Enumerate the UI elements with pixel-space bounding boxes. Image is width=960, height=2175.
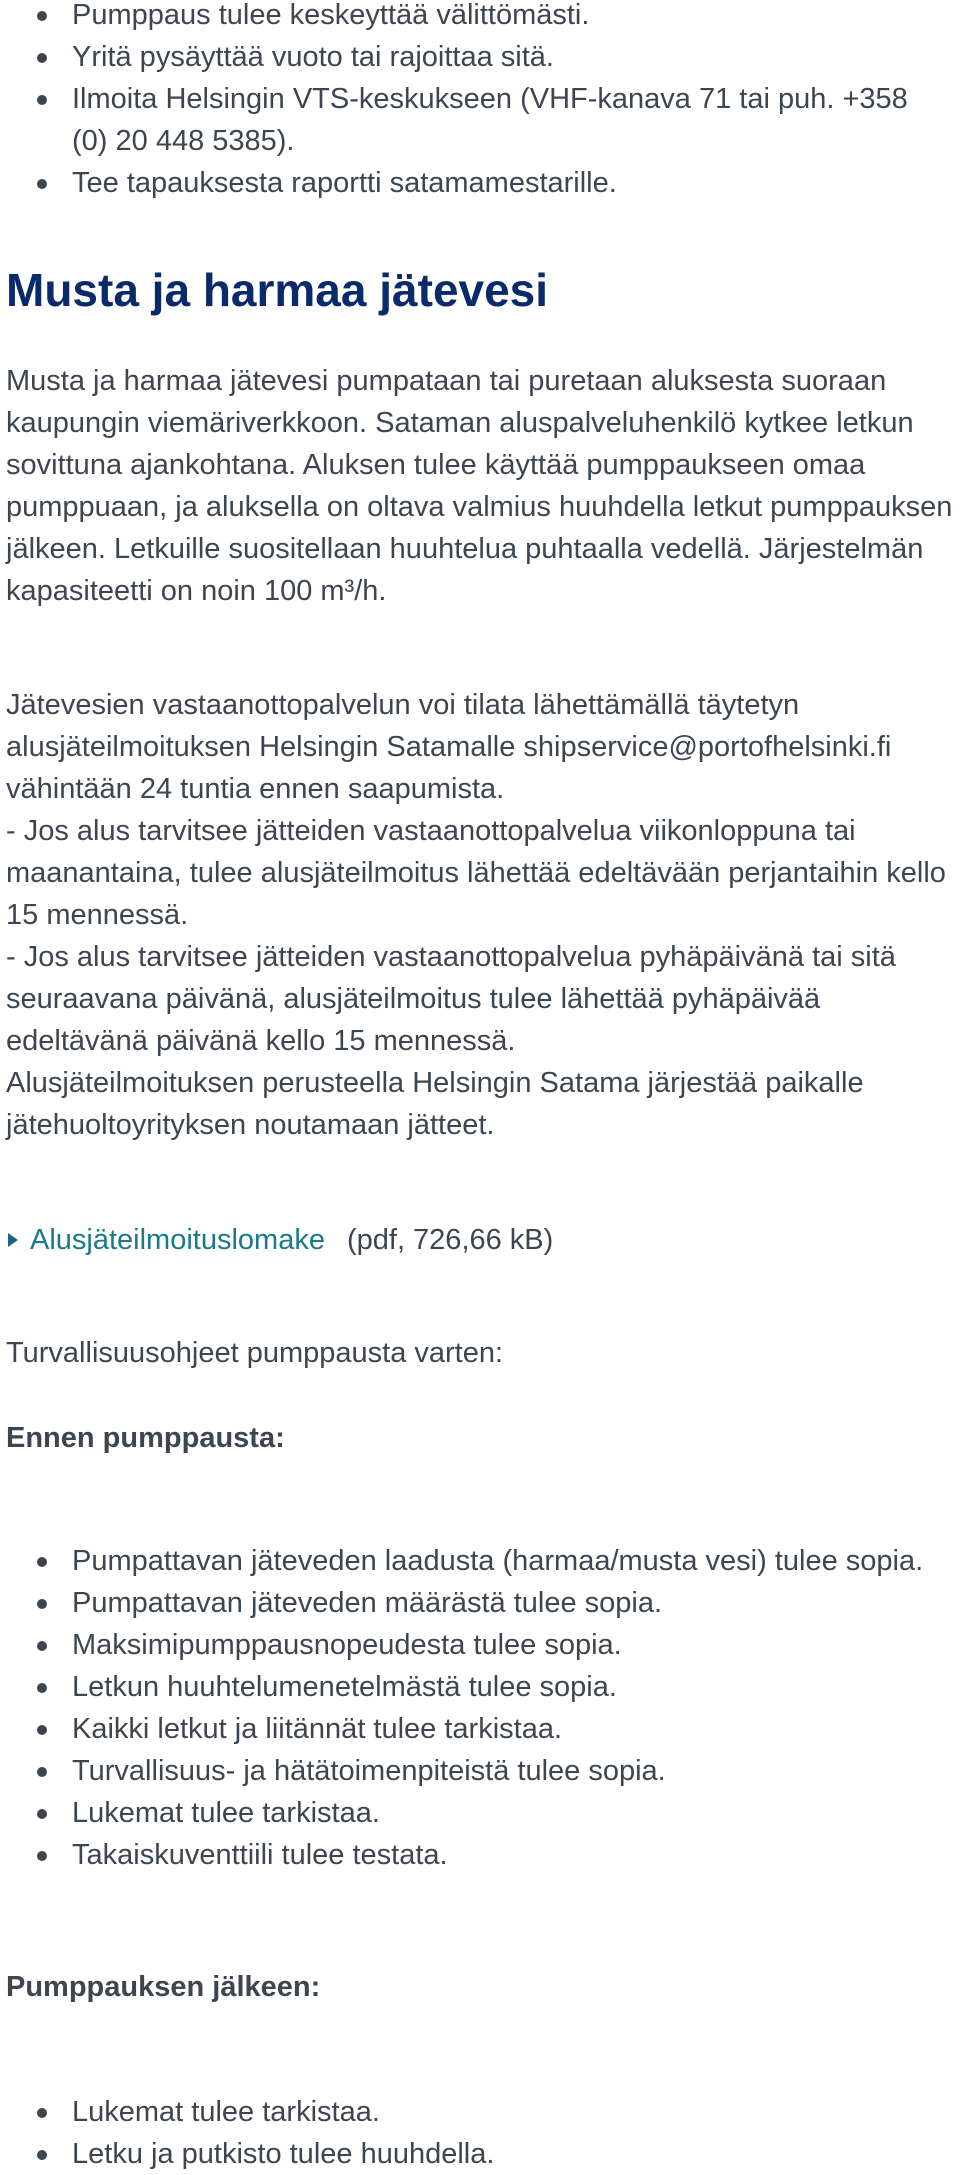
ordering-line: Jätevesien vastaanottopalvelun voi tilata lähettämällä täytetyn alusjäteilmoituksen Helsingin Satamalle shipservice@portofhelsinki.fi vähintään 24 tuntia ennen saapumista. [6, 689, 892, 805]
section-heading: Musta ja harmaa jätevesi [6, 264, 549, 316]
list-item: Kaikki letkut ja liitännät tulee tarkistaa. [0, 1708, 952, 1750]
before-pumping-list [0, 1540, 952, 1876]
ordering-line: - Jos alus tarvitsee jätteiden vastaanottopalvelua pyhäpäivänä tai sitä seuraavana päivänä, alusjäteilmoitus tulee lähettää pyhäpäivää edeltävänä päivänä kello 15 mennessä. [6, 941, 896, 1057]
list-item: Letkun huuhtelumenetelmästä tulee sopia. [0, 1666, 952, 1708]
list-item: Tee tapauksesta raportti satamamestarille. [0, 162, 952, 204]
before-pumping-heading: Ennen pumppausta: [6, 1422, 285, 1454]
list-item: Pumpattavan jäteveden laadusta (harmaa/musta vesi) tulee sopia. [0, 1540, 932, 1582]
list-item: Lukemat tulee tarkistaa. [0, 2091, 952, 2133]
ordering-instructions [6, 684, 956, 1146]
after-pumping-heading: Pumppauksen jälkeen: [6, 1971, 321, 2003]
file-meta: (pdf, 726,66 kB) [346, 1224, 554, 1256]
safety-intro: Turvallisuusohjeet pumppausta varten: [6, 1337, 504, 1369]
list-item: Lukemat tulee tarkistaa. [0, 1792, 952, 1834]
wastewater-description: Musta ja harmaa jätevesi pumpataan tai puretaan aluksesta suoraan kaupungin viemäriverkkoon. Sataman aluspalveluhenkilö kytkee letkun sovittuna ajankohtana. Aluksen tulee käyttää pumppaukseen omaa pumppuaan, ja aluksella on oltava valmius huuhdella letkut pumppauksen jälkeen. Letkuille suositellaan huuhtelua puhtaalla vedellä. Järjestelmän kapasiteetti on noin 100 m³/h. [6, 365, 953, 607]
list-item: Ilmoita Helsingin VTS-keskukseen (VHF-kanava 71 tai puh. +358 (0) 20 448 5385). [0, 78, 912, 162]
list-item: Maksimipumppausnopeudesta tulee sopia. [0, 1624, 952, 1666]
after-pumping-list [0, 2091, 952, 2175]
list-item: Yritä pysäyttää vuoto tai rajoittaa sitä. [0, 36, 952, 78]
ordering-line: Alusjäteilmoituksen perusteella Helsingin Satama järjestää paikalle jätehuoltoyrityksen noutamaan jätteet. [6, 1067, 864, 1141]
waste-notification-form-link[interactable]: Alusjäteilmoituslomake [30, 1224, 325, 1256]
list-item: Pumppaus tulee keskeyttää välittömästi. [0, 0, 952, 36]
leak-instructions-list [0, 0, 952, 204]
ordering-line: - Jos alus tarvitsee jätteiden vastaanottopalvelua viikonloppuna tai maanantaina, tulee alusjäteilmoitus lähettää edeltävään perjantaihin kello 15 mennessä. [6, 815, 946, 931]
list-item: Takaiskuventtiili tulee testata. [0, 1834, 952, 1876]
list-item: Pumpattavan jäteveden määrästä tulee sopia. [0, 1582, 952, 1624]
attachment-row [6, 1219, 553, 1261]
list-item: Letku ja putkisto tulee huuhdella. [0, 2133, 952, 2175]
list-item: Turvallisuus- ja hätätoimenpiteistä tulee sopia. [0, 1750, 952, 1792]
expand-triangle-icon [8, 1233, 18, 1247]
